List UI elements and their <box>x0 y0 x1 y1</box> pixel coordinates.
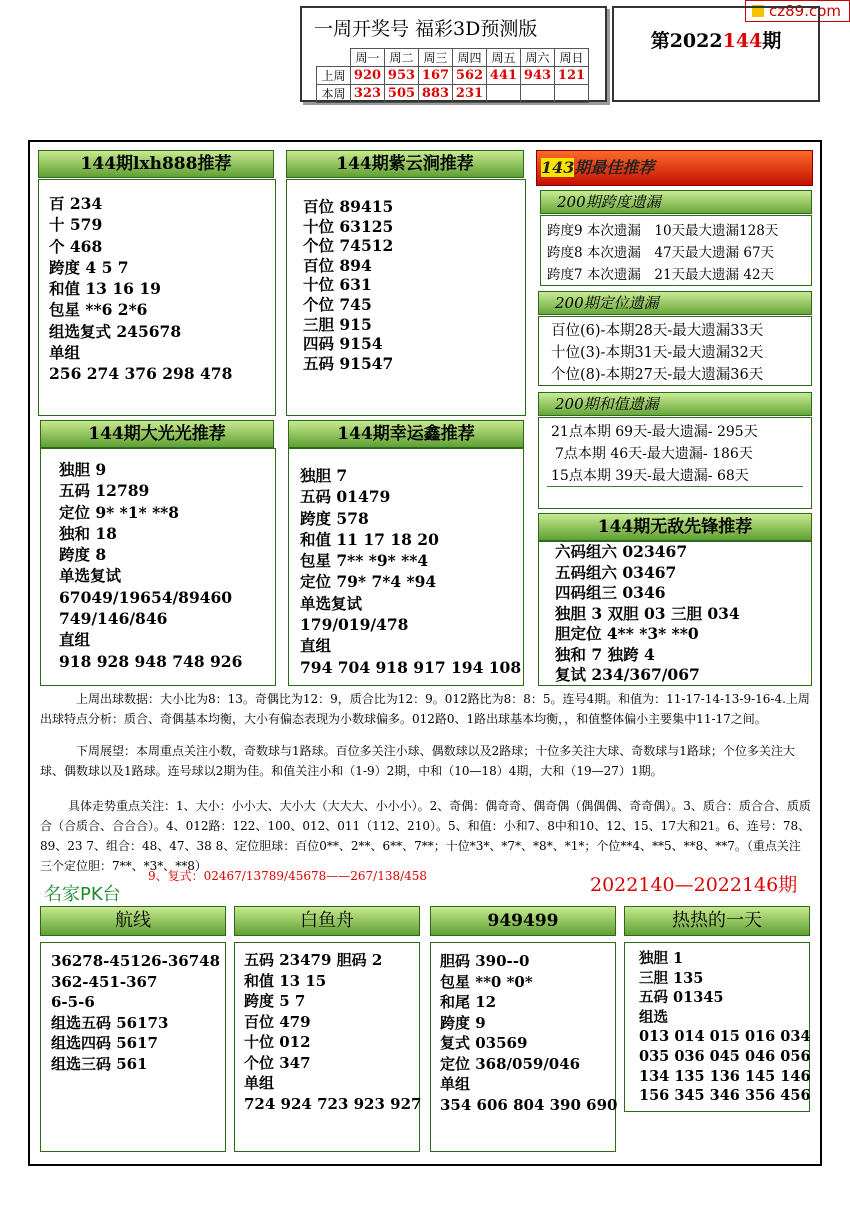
day-cell: 周六 <box>521 49 555 67</box>
prediction-line: 个位 347 <box>244 1053 311 1072</box>
day-cell: 周一 <box>351 49 385 67</box>
prediction-line: 跨度 5 7 <box>244 992 306 1010</box>
table-row <box>317 85 589 103</box>
miss-row: 7点本期 46天-最大遗漏- 186天 <box>555 446 753 462</box>
pk-column-949499 <box>430 942 616 1152</box>
miss-row: 跨度8 本次遗漏 47天最大遗漏 67天 <box>547 245 775 261</box>
prediction-line: 四码 9154 <box>303 334 383 354</box>
prediction-line: 和值 11 17 18 20 <box>300 529 439 549</box>
panel-ziyunjian <box>286 179 526 416</box>
draw-cell: 167 <box>419 67 453 85</box>
miss-row: 15点本期 39天-最大遗漏- 68天 <box>551 468 749 484</box>
prediction-line: 和尾 12 <box>440 993 497 1011</box>
table-row <box>317 49 589 67</box>
prediction-line: 独胆 1 <box>639 950 684 967</box>
pk-title: 名家PK台 <box>44 884 121 905</box>
day-cell: 周四 <box>453 49 487 67</box>
panel-wudi <box>538 541 812 686</box>
prediction-line: 复试 234/367/067 <box>555 665 700 684</box>
prediction-line: 和值 13 16 19 <box>49 279 161 299</box>
prediction-line: 五码 01345 <box>639 989 724 1007</box>
draw-cell: 920 <box>351 67 385 85</box>
prediction-line: 五码组六 03467 <box>555 562 677 582</box>
prediction-line: 百位 479 <box>244 1012 311 1031</box>
pk-column-hangxian <box>40 942 226 1152</box>
prediction-line: 包星 **6 2*6 <box>49 300 148 320</box>
prediction-line: 五码 91547 <box>303 353 394 373</box>
day-cell: 周二 <box>385 49 419 67</box>
prediction-line: 组选复式 245678 <box>49 321 182 341</box>
prediction-line: 独胆 3 双胆 03 三胆 034 <box>555 603 740 623</box>
prediction-line: 256 274 376 298 478 <box>49 364 233 384</box>
trend-focus: 具体走势重点关注：1、大小：小小大、大小大（大大大、小小小）。2、奇偶：偶奇奇、偶奇偶（偶偶偶、奇奇偶）。3、质合：质合合、质质合（合质合、合合合）。4、012路：122、100、012、011（112、210）。5、和值：小和7、8中和10、12、15、17大和21。6、连号：78、89、23 7、组合：48、47、38 8、定位胆球：百位0**、2**、6**、7**；十位*3*、*7*、*8*、*1*；个位**4、**5、**8、**7。（重点关注三个定位胆：7**、*3*、**8） <box>40 799 811 873</box>
draw-cell: 323 <box>351 85 385 103</box>
miss-row: 个位(8)-本期27天-最大遗漏36天 <box>551 367 764 383</box>
prediction-line: 918 928 948 748 926 <box>59 651 243 671</box>
row-label: 本周 <box>317 85 351 103</box>
pk-column-title: 航线 <box>40 906 226 936</box>
prediction-line: 组选三码 561 <box>51 1054 148 1073</box>
prediction-line: 个位 74512 <box>303 236 394 256</box>
position-miss-title: 200期定位遗漏 <box>538 291 812 315</box>
prediction-line: 独和 7 独跨 4 <box>555 644 655 664</box>
prediction-line: 包星 7** *9* **4 <box>300 551 429 571</box>
prediction-line: 67049/19654/89460 <box>59 587 233 607</box>
prediction-line: 个 468 <box>49 236 103 256</box>
prediction-line: 362-451-367 <box>51 972 158 991</box>
prediction-line: 组选四码 5617 <box>51 1034 158 1052</box>
draw-cell: 505 <box>385 85 419 103</box>
prediction-line: 36278-45126-36748 <box>51 952 221 970</box>
miss-row: 百位(6)-本期28天-最大遗漏33天 <box>551 323 764 339</box>
pk-range: 2022140—2022146期 <box>590 874 798 896</box>
sum-miss-panel <box>538 417 812 509</box>
prediction-line: 个位 745 <box>303 294 372 314</box>
panel-title: 144期幸运鑫推荐 <box>288 420 524 448</box>
header-title: 一周开奖号 福彩3D预测版 <box>314 18 538 40</box>
draw-cell <box>555 85 589 103</box>
prediction-line: 定位 79* 7*4 *94 <box>300 572 437 592</box>
prediction-line: 十位 631 <box>303 275 372 295</box>
draw-cell <box>521 85 555 103</box>
prediction-line: 十 579 <box>49 215 103 235</box>
prediction-line: 794 704 918 917 194 108 <box>300 657 522 677</box>
draw-cell: 441 <box>487 67 521 85</box>
prediction-line: 五码 01479 <box>300 487 391 507</box>
prediction-line: 包星 **0 *0* <box>440 972 533 991</box>
prediction-line: 直组 <box>300 636 332 656</box>
draw-cell: 562 <box>453 67 487 85</box>
miss-row: 跨度9 本次遗漏 10天最大遗漏128天 <box>547 223 779 239</box>
next-week-outlook: 下周展望：本周重点关注小数，奇数球与1路球。百位多关注小球、偶数球以及2路球；十位多关注大球、奇数球与1路球；个位多关注大球、偶数球以及1路球。连号球以2期为佳。和值关注小和（1-9）2期，中和（10—18）4期，大和（19—27）1期。 <box>40 744 795 778</box>
prediction-line: 179/019/478 <box>300 615 409 635</box>
weekly-draw-table <box>316 48 589 103</box>
prediction-line: 五码 12789 <box>59 481 150 501</box>
prediction-line: 组选五码 56173 <box>51 1013 169 1032</box>
prediction-line: 跨度 4 5 7 <box>49 257 129 277</box>
draw-cell <box>487 85 521 103</box>
prediction-line: 和值 13 15 <box>244 971 327 990</box>
pk-column-title: 热热的一天 <box>624 906 810 936</box>
miss-row: 十位(3)-本期31天-最大遗漏32天 <box>551 345 764 361</box>
prediction-line: 百 234 <box>49 194 103 213</box>
panel-lxh888 <box>38 179 276 416</box>
row-label: 上周 <box>317 67 351 85</box>
draw-cell: 231 <box>453 85 487 103</box>
span-miss-panel <box>540 215 812 286</box>
prediction-line: 四码组三 0346 <box>555 583 666 602</box>
prediction-line: 单组 <box>244 1074 275 1092</box>
logo-text: cz89.com <box>769 2 842 20</box>
prediction-line: 单组 <box>49 343 81 363</box>
prediction-line: 013 014 015 016 034 <box>639 1028 811 1046</box>
miss-row: 跨度7 本次遗漏 21天最大遗漏 42天 <box>547 267 775 283</box>
prediction-line: 十位 63125 <box>303 216 394 236</box>
pk-column-title: 白鱼舟 <box>234 906 420 936</box>
prediction-line: 直组 <box>59 630 91 650</box>
prediction-line: 独和 18 <box>59 523 117 543</box>
prediction-line: 定位 368/059/046 <box>440 1054 581 1073</box>
weekly-draw-header <box>300 6 607 102</box>
prediction-line: 组选 <box>639 1008 668 1026</box>
draw-cell: 953 <box>385 67 419 85</box>
best-recommend-header: 143期最佳推荐 <box>536 150 813 186</box>
day-cell: 周日 <box>555 49 589 67</box>
panel-title: 144期紫云涧推荐 <box>286 150 524 178</box>
prediction-line: 六码组六 023467 <box>555 542 688 561</box>
prediction-line: 胆码 390--0 <box>440 952 530 970</box>
prediction-line: 三胆 915 <box>303 314 372 334</box>
prediction-line: 复式 03569 <box>440 1034 528 1052</box>
prediction-line: 百位 894 <box>303 255 372 275</box>
prediction-line: 三胆 135 <box>639 969 704 987</box>
prediction-line: 354 606 804 390 690 <box>440 1095 618 1114</box>
issue-number: 第2022144期 <box>612 6 820 102</box>
prediction-line: 724 924 723 923 927 <box>244 1094 422 1113</box>
panel-xingyunxin <box>288 448 524 686</box>
prediction-line: 十位 012 <box>244 1033 311 1051</box>
sum-miss-title: 200期和值遗漏 <box>538 392 812 416</box>
draw-cell: 883 <box>419 85 453 103</box>
prediction-line: 定位 9* *1* **8 <box>59 502 180 522</box>
prediction-line: 749/146/846 <box>59 609 168 629</box>
prediction-line: 6-5-6 <box>51 993 95 1011</box>
miss-row: 21点本期 69天-最大遗漏- 295天 <box>551 424 758 440</box>
pk-column-rerederyitian <box>624 942 810 1112</box>
panel-title: 144期lxh888推荐 <box>38 150 274 178</box>
prediction-line: 五码 23479 胆码 2 <box>244 951 383 969</box>
span-miss-title: 200期跨度遗漏 <box>540 190 812 214</box>
prediction-line: 035 036 045 046 056 <box>639 1047 811 1065</box>
compound-recommend: 9、复式：02467/13789/45678——267/138/458 <box>148 869 428 883</box>
prediction-line: 跨度 578 <box>300 508 369 528</box>
prediction-line: 独胆 7 <box>300 466 348 485</box>
day-cell: 周三 <box>419 49 453 67</box>
panel-daguangguang <box>40 448 276 686</box>
prediction-line: 独胆 9 <box>59 460 107 479</box>
prediction-line: 134 135 136 145 146 <box>639 1067 811 1085</box>
position-miss-panel <box>538 316 812 386</box>
draw-cell: 943 <box>521 67 555 85</box>
prediction-line: 156 345 346 356 456 <box>639 1087 811 1105</box>
prediction-line: 跨度 9 <box>440 1013 486 1032</box>
day-cell: 周五 <box>487 49 521 67</box>
table-row <box>317 67 589 85</box>
prediction-line: 单选复试 <box>300 593 363 613</box>
panel-title: 144期大光光推荐 <box>40 420 274 448</box>
draw-cell: 121 <box>555 67 589 85</box>
pk-column-title: 949499 <box>430 906 616 936</box>
panel-title: 144期无敌先锋推荐 <box>538 513 812 541</box>
prediction-line: 单选复试 <box>59 566 122 586</box>
prediction-line: 单组 <box>440 1075 471 1093</box>
prediction-line: 胆定位 4** *3* **0 <box>555 624 699 643</box>
divider <box>547 486 803 487</box>
prediction-line: 百位 89415 <box>303 197 394 216</box>
prediction-line: 跨度 8 <box>59 545 107 565</box>
last-week-analysis: 上周出球数据：大小比为8：13。奇偶比为12：9，质合比为12：9。012路比为8：8：5。连号4期。和值为：11-17-14-13-9-16-4.上周出球特点分析：质合、奇偶基本均衡，大小有偏态表现为小数球偏多。012路0、1路出球基本均衡，，和值整体偏小主要集中11-17之间。 <box>40 692 810 726</box>
pk-column-baiyuzhou <box>234 942 420 1152</box>
